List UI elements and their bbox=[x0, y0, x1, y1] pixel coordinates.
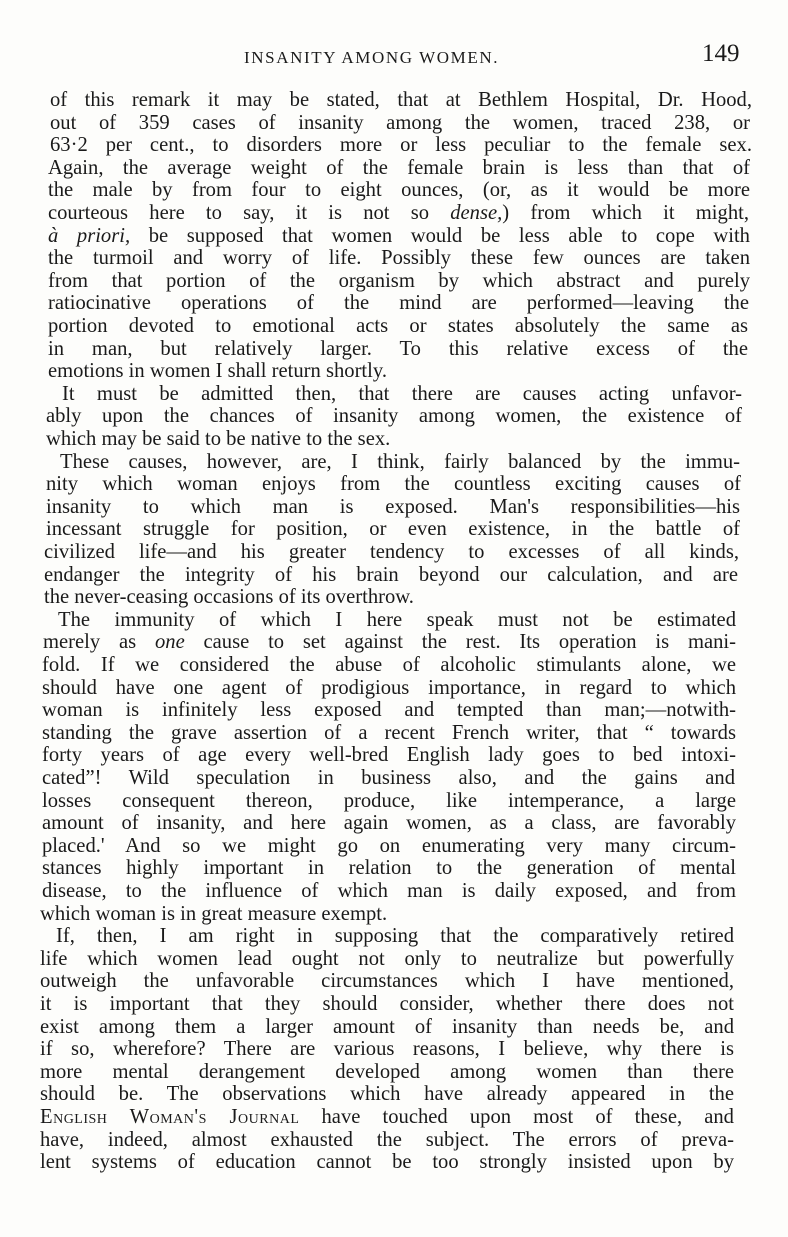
italic-word: one bbox=[154, 631, 185, 654]
text-line: It must be admitted then, that there are causes acting unfavor- bbox=[62, 382, 742, 405]
text-line bbox=[48, 224, 750, 248]
line-segment: courteous here to say, it is not so bbox=[48, 202, 451, 224]
text-line: the never-ceasing occasions of its overthrow. bbox=[44, 586, 414, 609]
page-header bbox=[0, 38, 788, 78]
line-segment: merely as bbox=[43, 631, 155, 654]
text-line: ably upon the chances of insanity among women, the existence of bbox=[46, 405, 742, 428]
text-line: the male by from four to eight ounces, (or, as it would be more bbox=[48, 179, 750, 202]
text-line: life which women lead ought not only to neutralize but powerfully bbox=[40, 947, 734, 970]
text-line: emotions in women I shall return shortly. bbox=[48, 360, 387, 383]
text-line: more mental derangement developed among women than there bbox=[40, 1060, 734, 1083]
text-line: should be. The observations which have already appeared in the bbox=[40, 1083, 734, 1106]
text-line bbox=[48, 201, 749, 225]
page-number: 149 bbox=[702, 40, 740, 67]
text-line: in man, but relatively larger. To this relative excess of the bbox=[48, 337, 748, 360]
text-line: amount of insanity, and here again women, as a class, are favorably bbox=[42, 812, 736, 835]
text-line: out of 359 cases of insanity among the women, traced 238, or bbox=[50, 111, 750, 134]
italic-word: dense, bbox=[450, 202, 503, 224]
line-segment: be supposed that women would be less able to cope with bbox=[130, 224, 750, 247]
text-line: insanity to which man is exposed. Man's responsibilities—his bbox=[46, 495, 740, 518]
text-line: the turmoil and worry of life. Possibly these few ounces are taken bbox=[48, 247, 750, 270]
text-line bbox=[40, 1105, 734, 1129]
line-segment: cause to set against the rest. Its operation is mani- bbox=[184, 631, 736, 654]
text-line: These causes, however, are, I think, fairly balanced by the immu- bbox=[60, 450, 740, 473]
text-line: cated”! Wild speculation in business also, and the gains and bbox=[42, 767, 735, 789]
text-line: if so, wherefore? There are various reasons, I believe, why there is bbox=[40, 1038, 734, 1061]
text-line: outweigh the unfavorable circumstances which I have mentioned, bbox=[40, 970, 734, 993]
journal-title: English Woman's Journal bbox=[40, 1106, 300, 1128]
text-line: losses consequent thereon, produce, like intemperance, a large bbox=[42, 789, 736, 812]
text-line: fold. If we considered the abuse of alcoholic stimulants alone, we bbox=[42, 654, 736, 676]
text-line: which may be said to be native to the sex. bbox=[46, 428, 391, 450]
text-line: ratiocinative operations of the mind are performed—leaving the bbox=[48, 292, 749, 315]
running-head: INSANITY AMONG WOMEN. bbox=[244, 48, 500, 67]
text-line: should have one agent of prodigious importance, in regard to which bbox=[42, 676, 736, 699]
text-line: civilized life—and his greater tendency to excesses of all kinds, bbox=[44, 541, 739, 563]
italic-word: à priori, bbox=[48, 224, 131, 247]
text-line: standing the grave assertion of a recent French writer, that “ towards bbox=[42, 721, 736, 744]
text-line: it is important that they should consider, whether there does not bbox=[40, 993, 734, 1015]
text-line: which woman is in great measure exempt. bbox=[40, 902, 388, 925]
text-line: placed.' And so we might go on enumerating very many circum- bbox=[42, 834, 736, 857]
line-segment: ) from which it might, bbox=[502, 202, 749, 224]
text-line: exist among them a larger amount of insanity than needs be, and bbox=[40, 1015, 734, 1038]
text-line: If, then, I am right in supposing that the comparatively retired bbox=[56, 925, 734, 948]
text-line: 63·2 per cent., to disorders more or less peculiar to the female sex. bbox=[50, 134, 752, 157]
text-line: incessant struggle for position, or even existence, in the battle of bbox=[46, 518, 740, 541]
text-line: portion devoted to emotional acts or states absolutely the same as bbox=[48, 315, 748, 337]
text-line: woman is infinitely less exposed and tempted than man;—notwith- bbox=[42, 699, 736, 722]
text-line: have, indeed, almost exhausted the subject. The errors of preva- bbox=[40, 1128, 734, 1151]
text-line: lent systems of education cannot be too strongly insisted upon by bbox=[40, 1151, 734, 1174]
text-line: endanger the integrity of his brain beyond our calculation, and are bbox=[44, 563, 738, 586]
text-line: from that portion of the organism by which abstract and purely bbox=[48, 269, 750, 292]
text-line bbox=[43, 630, 736, 654]
text-line: of this remark it may be stated, that at Bethlem Hospital, Dr. Hood, bbox=[50, 89, 752, 111]
text-line: nity which woman enjoys from the countless exciting causes of bbox=[46, 473, 741, 496]
text-line: disease, to the influence of which man is daily exposed, and from bbox=[42, 880, 736, 902]
text-line: stances highly important in relation to the generation of mental bbox=[42, 857, 736, 880]
text-line: The immunity of which I here speak must not be estimated bbox=[58, 608, 736, 631]
line-segment: have touched upon most of these, and bbox=[299, 1106, 734, 1128]
text-line: Again, the average weight of the female brain is less than that of bbox=[48, 156, 750, 179]
text-line: forty years of age every well-bred English lady goes to bed intoxi- bbox=[42, 744, 736, 767]
